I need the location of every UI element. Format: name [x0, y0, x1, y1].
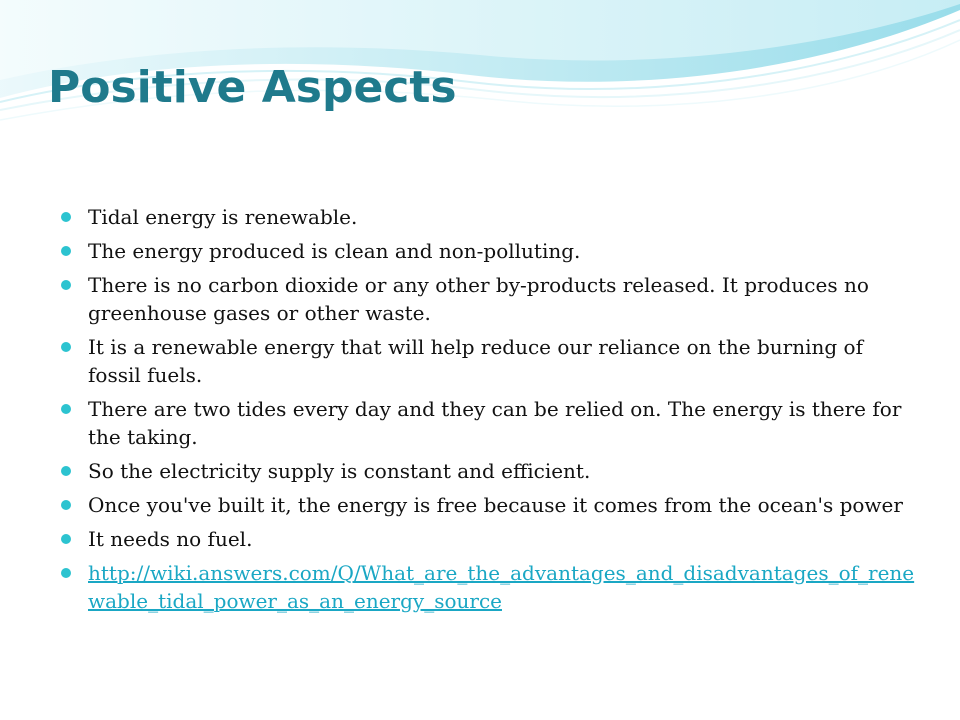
bullet-icon	[61, 568, 71, 578]
list-item	[60, 525, 920, 553]
bullet-text: Once you've built it, the energy is free because it comes from the ocean's power	[88, 493, 903, 517]
bullet-icon	[61, 212, 71, 222]
bullet-icon	[61, 280, 71, 290]
bullet-text: It needs no fuel.	[88, 527, 253, 551]
list-item	[60, 559, 920, 615]
slide-title: Positive Aspects	[48, 62, 457, 113]
bullet-icon	[61, 500, 71, 510]
bullet-icon	[61, 534, 71, 544]
bullet-text: It is a renewable energy that will help reduce our reliance on the burning of fossil fuels.	[88, 335, 863, 387]
list-item	[60, 395, 920, 451]
bullet-text: Tidal energy is renewable.	[88, 205, 358, 229]
slide-content	[60, 203, 920, 621]
list-item	[60, 237, 920, 265]
bullet-list	[60, 203, 920, 615]
list-item	[60, 271, 920, 327]
bullet-icon	[61, 466, 71, 476]
bullet-text: The energy produced is clean and non-polluting.	[88, 239, 581, 263]
list-item	[60, 457, 920, 485]
bullet-text: There are two tides every day and they can be relied on. The energy is there for the taking.	[88, 397, 902, 449]
bullet-icon	[61, 404, 71, 414]
bullet-text: There is no carbon dioxide or any other by-products released. It produces no greenhouse gases or other waste.	[88, 273, 869, 325]
bullet-icon	[61, 246, 71, 256]
list-item	[60, 491, 920, 519]
bullet-icon	[61, 342, 71, 352]
source-link[interactable]: http://wiki.answers.com/Q/What_are_the_advantages_and_disadvantages_of_renewable_tidal_power_as_an_energy_source	[88, 561, 915, 613]
list-item	[60, 203, 920, 231]
bullet-text: So the electricity supply is constant and efficient.	[88, 459, 591, 483]
list-item	[60, 333, 920, 389]
